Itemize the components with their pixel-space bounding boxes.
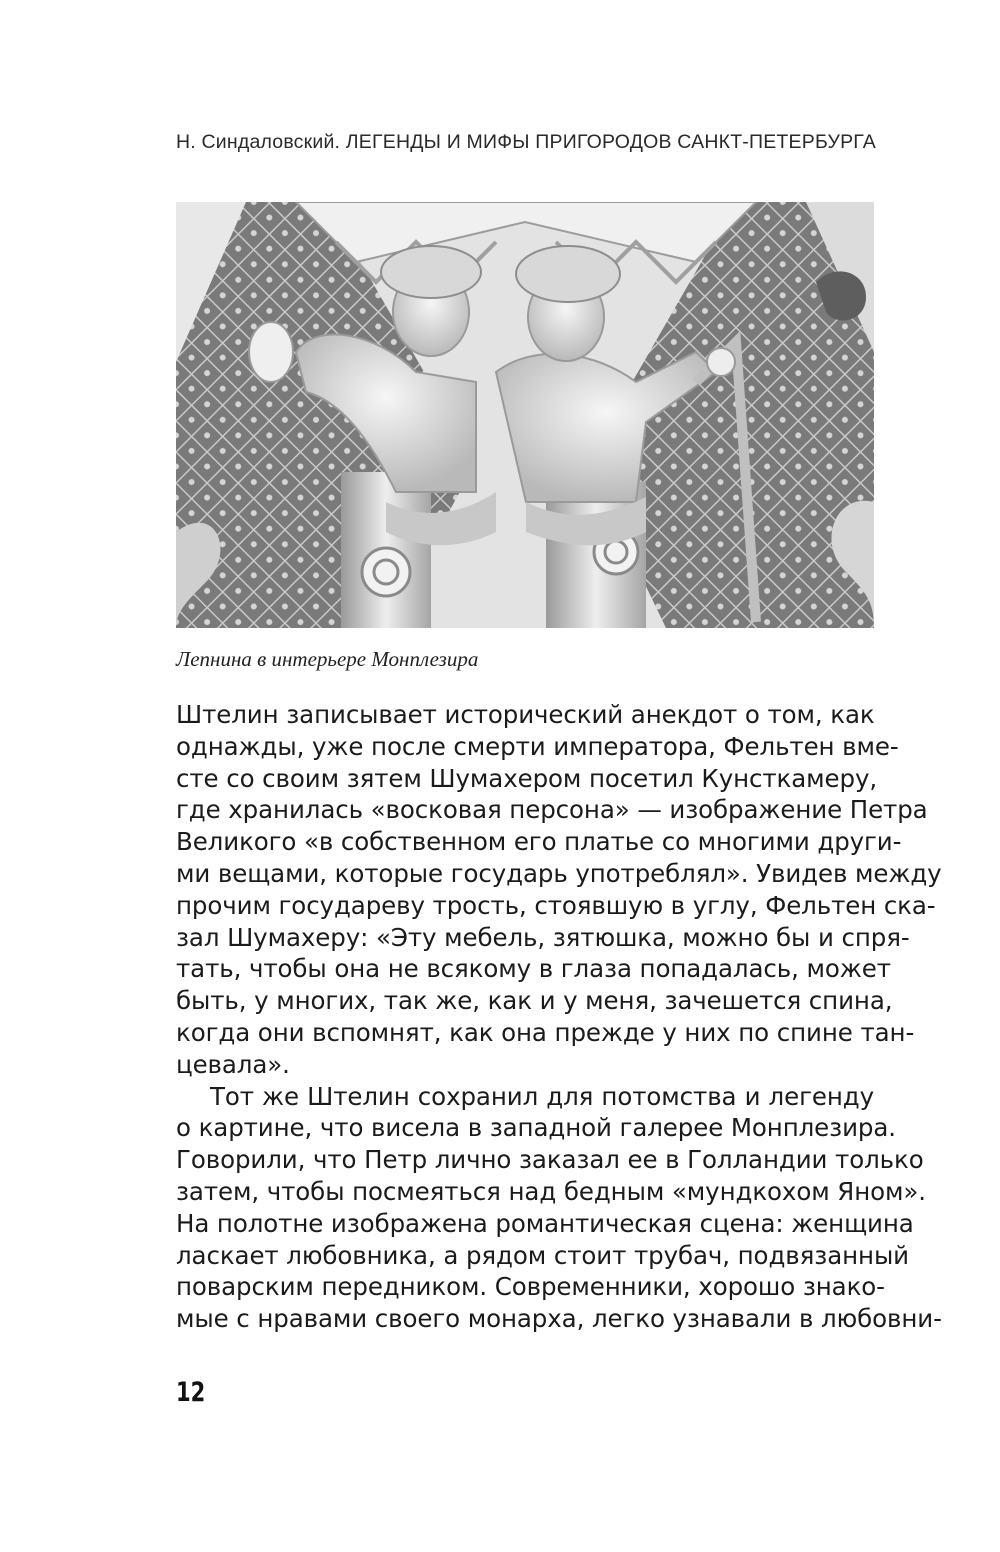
text-line: прочим государеву трость, стоявшую в углу, Фельтен ска- [176, 890, 936, 920]
text-line: ми вещами, которые государь употреблял». Увидев между [176, 858, 942, 888]
text-line: Штелин записывает исторический анекдот о том, как [176, 700, 875, 729]
text-line: где хранилась «восковая персона» — изображение Петра [176, 795, 928, 825]
text-line: Тот же Штелин сохранил для потомства и легенду [210, 1081, 874, 1111]
text-line: Великого «в собственном его платье со многими други- [176, 827, 902, 857]
text-line: поварским передником. Современники, хорошо знако- [176, 1272, 885, 1302]
text-line: однажды, уже после смерти императора, Фельтен вме- [176, 731, 899, 761]
text-line: цевала». [176, 1049, 290, 1079]
paragraph [176, 699, 942, 1081]
text-line: о картине, что висела в западной галерее Монплезира. [176, 1113, 896, 1143]
text-line: сте со своим зятем Шумахером посетил Кунсткамеру, [176, 763, 878, 793]
figure-photo-stucco-sculpture [176, 202, 874, 628]
text-line: тать, чтобы она не всякому в глаза попадалась, может [176, 954, 891, 984]
paragraph [176, 1081, 942, 1335]
text-line: На полотне изображена романтическая сцена: женщина [176, 1208, 914, 1238]
figure-caption: Лепнина в интерьере Монплезира [176, 647, 479, 671]
running-head: Н. Синдаловский. ЛЕГЕНДЫ И МИФЫ ПРИГОРОДОВ САНКТ-ПЕТЕРБУРГА [176, 131, 876, 153]
text-line: затем, чтобы посмеяться над бедным «мундкохом Яном». [176, 1176, 926, 1206]
stucco-relief-illustration [176, 202, 874, 628]
body-text [176, 699, 942, 1335]
page-number: 12 [176, 1377, 206, 1408]
text-line: быть, у многих, так же, как и у меня, зачешется спина, [176, 986, 893, 1016]
text-line: когда они вспомнят, как она прежде у них по спине тан- [176, 1017, 915, 1047]
text-line: мые с нравами своего монарха, легко узнавали в любовни- [176, 1304, 942, 1334]
text-line: ласкает любовника, а рядом стоит трубач, подвязанный [176, 1240, 910, 1270]
text-line: Говорили, что Петр лично заказал ее в Голландии только [176, 1145, 924, 1175]
text-line: зал Шумахеру: «Эту мебель, зятюшка, можно бы и спря- [176, 922, 910, 952]
